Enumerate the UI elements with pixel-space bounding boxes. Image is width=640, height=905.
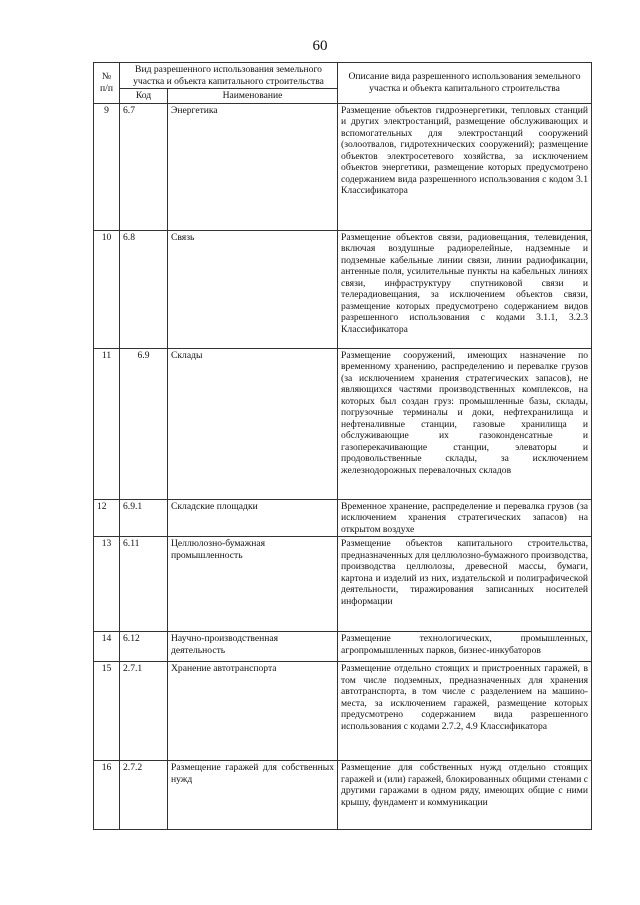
table-row xyxy=(94,537,592,632)
table-row xyxy=(94,761,592,830)
table-row xyxy=(94,632,592,662)
row-description: Размещение объектов связи, радиовещания, телевидения, включая воздушные радиорелейные, надземные и подземные кабельные линии связи, линии радиофикации, антенные поля, усилительные пункты на кабельных линиях связи, инфраструктуру спутниковой связи и телерадиовещания, за исключением объектов связи, размещение которых предусмотрено содержанием видов разрешенного использования с кодами 3.1.1, 3.2.3 Классификатора xyxy=(338,230,592,348)
table-row xyxy=(94,499,592,537)
header-type-group: Вид разрешенного использования земельного участка и объекта капитального строительства xyxy=(120,63,338,89)
row-description: Временное хранение, распределение и перевалка грузов (за исключением хранения стратегических запасов) на открытом воздухе xyxy=(338,499,592,537)
row-description: Размещение технологических, промышленных, агропромышленных парков, бизнес-инкубаторов xyxy=(338,632,592,662)
row-name: Целлюлозно-бумажная промышленность xyxy=(168,537,338,632)
row-code: 6.9 xyxy=(120,348,168,499)
row-name: Складские площадки xyxy=(168,499,338,537)
row-name: Связь xyxy=(168,230,338,348)
row-num: 11 xyxy=(94,348,120,499)
row-code: 6.9.1 xyxy=(120,499,168,537)
row-name: Хранение автотранспорта xyxy=(168,662,338,761)
row-description: Размещение для собственных нужд отдельно стоящих гаражей и (или) гаражей, блокированных общими стенами с другими гаражами в одном ряду, имеющих общие с ними крышу, фундамент и коммуникации xyxy=(338,761,592,830)
table-row xyxy=(94,103,592,230)
table-row xyxy=(94,662,592,761)
header-code: Код xyxy=(120,89,168,104)
row-num: 16 xyxy=(94,761,120,830)
row-code: 2.7.1 xyxy=(120,662,168,761)
table-header-row xyxy=(94,63,592,89)
row-code: 6.8 xyxy=(120,230,168,348)
row-description: Размещение объектов гидроэнергетики, тепловых станций и других электростанций, размещение обслуживающих и вспомогательных для электростанций сооружений (золоотвалов, гидротехнических сооружений); размещение объектов электросетевого хозяйства, за исключением объектов энергетики, размещение которых предусмотрено содержанием вида разрешенного использования с кодом 3.1 Классификатора xyxy=(338,103,592,230)
table-row xyxy=(94,348,592,499)
row-num: 9 xyxy=(94,103,120,230)
row-num: 12 xyxy=(94,499,120,537)
row-code: 6.11 xyxy=(120,537,168,632)
header-num: № п/п xyxy=(94,63,120,104)
row-code: 6.12 xyxy=(120,632,168,662)
row-num: 15 xyxy=(94,662,120,761)
row-description: Размещение сооружений, имеющих назначение по временному хранению, распределению и перевалке грузов (за исключением хранения стратегических запасов), не являющихся частями производственных комплексов, на которых был создан груз: промышленные базы, склады, погрузочные терминалы и доки, нефтехранилища и нефтеналивные станции, газовые хранилища и обслуживающие их газоконденсатные и газоперекачивающие станции, элеваторы и продовольственные склады, за исключением железнодорожных перевалочных складов xyxy=(338,348,592,499)
row-num: 13 xyxy=(94,537,120,632)
row-name: Энергетика xyxy=(168,103,338,230)
header-name: Наименование xyxy=(168,89,338,104)
row-name: Научно-производственная деятельность xyxy=(168,632,338,662)
row-num: 14 xyxy=(94,632,120,662)
header-description: Описание вида разрешенного использования земельного участка и объекта капитального строительства xyxy=(338,63,592,104)
row-description: Размещение объектов капитального строительства, предназначенных для целлюлозно-бумажного производства, производства целлюлозы, древесной массы, бумаги, картона и изделий из них, издательской и полиграфической деятельности, тиражирования записанных носителей информации xyxy=(338,537,592,632)
row-description: Размещение отдельно стоящих и пристроенных гаражей, в том числе подземных, предназначенных для хранения автотранспорта, в том числе с разделением на машино-места, за исключением гаражей, размещение которых предусмотрено содержанием вида разрешенного использования с кодами 2.7.2, 4.9 Классификатора xyxy=(338,662,592,761)
table-row xyxy=(94,230,592,348)
land-use-table xyxy=(93,62,592,830)
row-num: 10 xyxy=(94,230,120,348)
page-number: 60 xyxy=(312,38,328,54)
row-code: 2.7.2 xyxy=(120,761,168,830)
row-name: Размещение гаражей для собственных нужд xyxy=(168,761,338,830)
row-name: Склады xyxy=(168,348,338,499)
row-code: 6.7 xyxy=(120,103,168,230)
